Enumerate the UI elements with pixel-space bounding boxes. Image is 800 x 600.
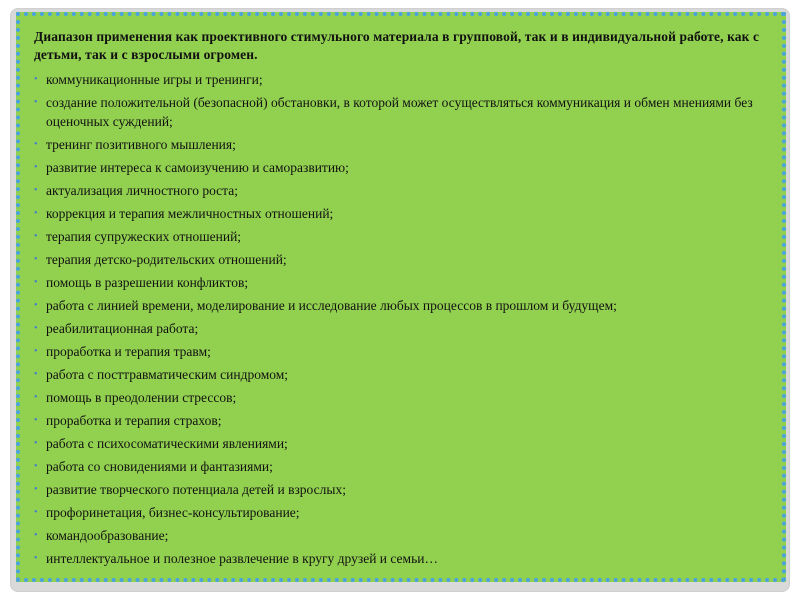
- slide-content: [34, 28, 772, 572]
- list-item-text: работа с линией времени, моделирование и исследование любых процессов в прошлом и будущем;: [46, 298, 617, 313]
- list-item: [34, 411, 772, 430]
- list-item-text: работа с психосоматическими явлениями;: [46, 436, 288, 451]
- list-item-text: командообразование;: [46, 528, 169, 543]
- list-item: [34, 93, 772, 131]
- list-item: [34, 503, 772, 522]
- bullet-icon: •: [34, 300, 38, 311]
- list-item: [34, 250, 772, 269]
- list-item-text: развитие интереса к самоизучению и саморазвитию;: [46, 160, 349, 175]
- list-item: [34, 365, 772, 384]
- bullet-icon: •: [34, 415, 38, 426]
- list-item-text: коррекция и терапия межличностных отношений;: [46, 206, 334, 221]
- list-item-text: помощь в преодолении стрессов;: [46, 390, 237, 405]
- list-item-text: терапия детско-родительских отношений;: [46, 252, 287, 267]
- list-item-text: актуализация личностного роста;: [46, 183, 238, 198]
- bullet-list: [34, 70, 772, 568]
- list-item: [34, 434, 772, 453]
- list-item-text: помощь в разрешении конфликтов;: [46, 275, 249, 290]
- bullet-icon: •: [34, 139, 38, 150]
- bullet-icon: •: [34, 162, 38, 173]
- bullet-icon: •: [34, 392, 38, 403]
- list-item: [34, 480, 772, 499]
- bullet-icon: •: [34, 553, 38, 564]
- bullet-icon: •: [34, 461, 38, 472]
- bullet-icon: •: [34, 254, 38, 265]
- list-item-text: коммуникационные игры и тренинги;: [46, 72, 263, 87]
- list-item: [34, 204, 772, 223]
- list-item-text: реабилитационная работа;: [46, 321, 199, 336]
- bullet-icon: •: [34, 438, 38, 449]
- bullet-icon: •: [34, 74, 38, 85]
- bullet-icon: •: [34, 507, 38, 518]
- slide-title: Диапазон применения как проективного стимульного материала в групповой, так и в индивидуальной работе, как с детьми, так и с взрослыми огромен.: [34, 29, 760, 62]
- bullet-icon: •: [34, 277, 38, 288]
- list-item: [34, 70, 772, 89]
- list-item: [34, 342, 772, 361]
- list-item-text: интеллектуальное и полезное развлечение в кругу друзей и семьи…: [46, 551, 438, 566]
- list-item: [34, 227, 772, 246]
- list-item-text: развитие творческого потенциала детей и взрослых;: [46, 482, 346, 497]
- list-item-text: проработка и терапия травм;: [46, 344, 211, 359]
- bullet-icon: •: [34, 484, 38, 495]
- list-item: [34, 388, 772, 407]
- list-item: [34, 135, 772, 154]
- bullet-icon: •: [34, 97, 38, 108]
- list-item-text: проработка и терапия страхов;: [46, 413, 222, 428]
- list-item-text: работа со сновидениями и фантазиями;: [46, 459, 273, 474]
- list-item: [34, 158, 772, 177]
- list-item-text: работа с посттравматическим синдромом;: [46, 367, 289, 382]
- bullet-icon: •: [34, 369, 38, 380]
- list-item: [34, 181, 772, 200]
- bullet-icon: •: [34, 208, 38, 219]
- list-item: [34, 457, 772, 476]
- bullet-icon: •: [34, 346, 38, 357]
- bullet-icon: •: [34, 530, 38, 541]
- list-item: [34, 273, 772, 292]
- list-item: [34, 526, 772, 545]
- list-item: [34, 296, 772, 315]
- list-item: [34, 319, 772, 338]
- list-item-text: профоринетация, бизнес-консультирование;: [46, 505, 300, 520]
- list-item-text: терапия супружеских отношений;: [46, 229, 242, 244]
- list-item: [34, 549, 772, 568]
- bullet-icon: •: [34, 185, 38, 196]
- green-content-panel: [16, 12, 786, 582]
- bullet-icon: •: [34, 231, 38, 242]
- bullet-icon: •: [34, 323, 38, 334]
- list-item-text: создание положительной (безопасной) обстановки, в которой может осуществляться коммуникация и обмен мнениями без оценочных суждений;: [46, 95, 753, 129]
- list-item-text: тренинг позитивного мышления;: [46, 137, 236, 152]
